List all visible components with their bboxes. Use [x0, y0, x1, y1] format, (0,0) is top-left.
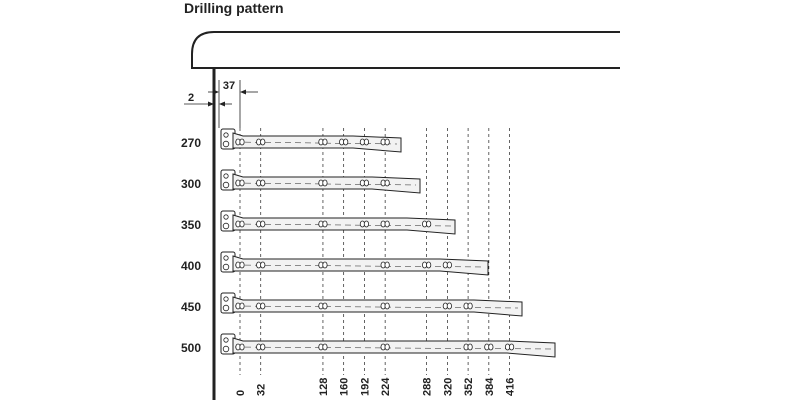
position-label: 416 [504, 377, 517, 396]
position-label: 160 [338, 377, 351, 396]
hole-224 [385, 221, 389, 227]
hole-320 [447, 262, 451, 268]
edge-offset-label: 2 [188, 92, 195, 104]
position-label: 288 [421, 377, 434, 396]
position-label: 384 [483, 377, 496, 396]
hole-128 [323, 303, 327, 309]
hole-224 [385, 344, 389, 350]
hole-416 [509, 344, 513, 350]
position-label: 32 [255, 383, 268, 396]
hole-224 [385, 180, 389, 186]
hole-32 [261, 180, 265, 186]
hole-192 [364, 139, 368, 145]
hole-32 [261, 139, 265, 145]
hole-0 [240, 221, 244, 227]
hole-128 [323, 139, 327, 145]
hole-128 [323, 180, 327, 186]
runner-300 [221, 170, 420, 193]
hole-192 [364, 221, 368, 227]
hole-128 [323, 344, 327, 350]
hole-352 [468, 344, 472, 350]
runners [221, 129, 555, 357]
runner-length-label: 350 [180, 218, 201, 232]
hole-128 [323, 262, 327, 268]
hole-320 [447, 303, 451, 309]
cabinet-top-outline [192, 32, 620, 68]
position-label: 352 [463, 377, 476, 396]
hole-32 [261, 221, 265, 227]
position-label: 128 [317, 377, 330, 396]
runner-350 [221, 211, 455, 234]
position-label: 192 [359, 377, 372, 396]
dimension-edge-offset [184, 92, 232, 107]
hole-0 [240, 180, 244, 186]
hole-32 [261, 303, 265, 309]
hole-32 [261, 344, 265, 350]
runner-500 [221, 334, 555, 357]
position-label: 320 [442, 377, 455, 396]
hole-0 [240, 139, 244, 145]
hole-224 [385, 139, 389, 145]
hole-32 [261, 262, 265, 268]
hole-0 [240, 303, 244, 309]
runner-length-label: 400 [180, 259, 201, 273]
hole-192 [364, 180, 368, 186]
runner-length-labels [181, 136, 201, 355]
runner-length-label: 270 [180, 136, 201, 150]
hole-0 [240, 262, 244, 268]
hole-384 [489, 344, 493, 350]
runner-length-label: 500 [180, 341, 201, 355]
page-title: Drilling pattern [184, 0, 284, 16]
hole-0 [240, 344, 244, 350]
runner-270 [221, 129, 401, 152]
hole-288 [426, 262, 430, 268]
hole-288 [426, 221, 430, 227]
position-label: 224 [380, 377, 393, 396]
hole-160 [343, 139, 347, 145]
position-guide-lines [240, 128, 510, 375]
position-labels [235, 377, 517, 396]
hole-224 [385, 303, 389, 309]
runner-450 [221, 293, 522, 316]
hole-224 [385, 262, 389, 268]
runner-length-label: 450 [180, 300, 201, 314]
hole-128 [323, 221, 327, 227]
runner-length-label: 300 [180, 177, 201, 191]
front-setback-label: 37 [222, 80, 236, 92]
hole-352 [468, 303, 472, 309]
position-label: 0 [235, 389, 247, 396]
